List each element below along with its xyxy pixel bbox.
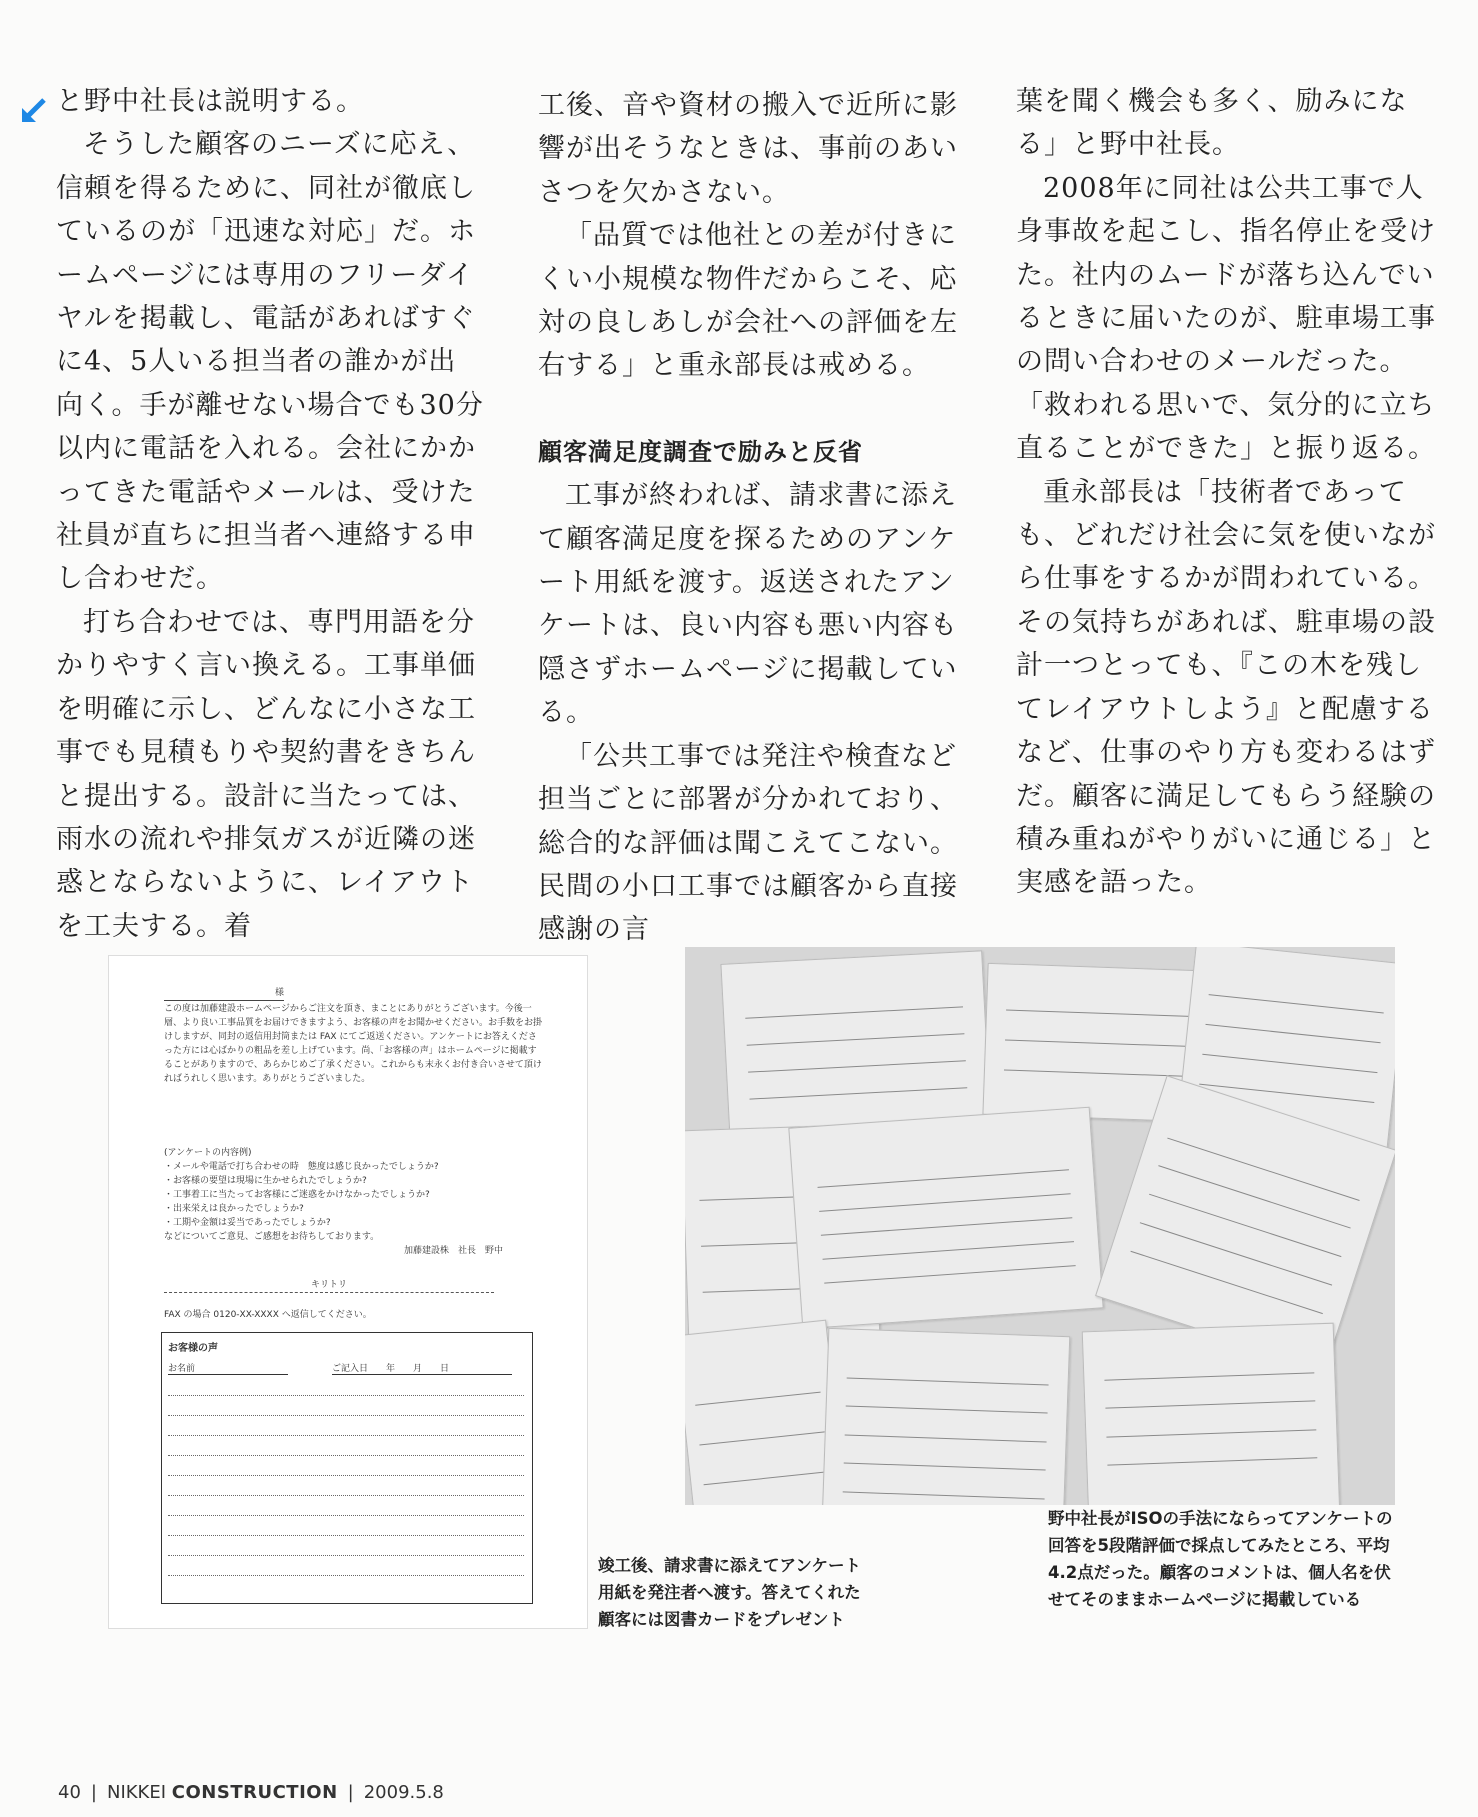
paragraph: 葉を聞く機会も多く、励みになる」と野中社長。 <box>1016 86 1408 161</box>
continuation-arrow-icon <box>18 96 48 126</box>
form-questions <box>164 1146 544 1244</box>
voice-writing-line <box>168 1515 524 1516</box>
paragraph: 2008年に同社は公共工事で人身事故を起こし、指名停止を受けた。社内のムードが落ち込んでいるときに届いたのが、駐車場工事の問い合わせのメールだった。「救われる思いで、気分的に立ち直ることができた」と振り返る。 <box>1016 172 1436 465</box>
questionnaire-form-figure <box>108 955 588 1629</box>
voice-writing-line <box>168 1455 524 1456</box>
form-question: ・メールや電話で打ち合わせの時 態度は感じ良かったでしょうか? <box>164 1162 439 1172</box>
paragraph: 「公共工事では発注や検査など担当ごとに部署が分かれており、総合的な評価は聞こえてこない。民間の小口工事では顧客から直接感謝の言 <box>538 740 958 946</box>
voice-writing-line <box>168 1395 524 1396</box>
form-question: ・工事着工に当たってお客様にご迷惑をかけなかったでしょうか? <box>164 1190 430 1200</box>
article-column-2 <box>538 84 966 952</box>
form-question: ・出来栄えは良かったでしょうか? <box>164 1204 304 1214</box>
page-number: 40 <box>58 1782 81 1803</box>
paragraph: と野中社長は説明する。 <box>56 86 364 117</box>
section-heading: 顧客満足度調査で励みと反省 <box>538 437 863 466</box>
form-question: などについてご意見、ご感想をお待ちしております。 <box>164 1232 380 1242</box>
caption-photo: 野中社長がISOの手法にならってアンケートの回答を5段階評価で採点してみたところ、平均4.2点だった。顧客のコメントは、個人名を伏せてそのままホームページに掲載している <box>1048 1509 1393 1609</box>
paragraph: 「品質では他社との差が付きにくい小規模な物件だからこそ、応対の良しあしが会社への評価を左右する」と重永部長は戒める。 <box>538 220 958 382</box>
paragraph: 工後、音や資材の搬入で近所に影響が出そうなときは、事前のあいさつを欠かさない。 <box>538 90 958 208</box>
page-footer: 40 | NIKKEI CONSTRUCTION | 2009.5.8 <box>58 1782 444 1803</box>
article-column-3 <box>1016 80 1444 905</box>
response-sheet <box>788 1107 1103 1330</box>
caption-form: 竣工後、請求書に添えてアンケート用紙を発注者へ渡す。答えてくれた顧客には図書カードをプレゼント <box>598 1556 862 1629</box>
form-cut-line: キリトリ <box>164 1278 494 1293</box>
voice-writing-line <box>168 1435 524 1436</box>
publication-name: CONSTRUCTION <box>171 1782 338 1803</box>
form-intro: この度は加藤建設ホームページからご注文を頂き、まことにありがとうございます。今後一層、より良い工事品質をお届けできますよう、お客様の声をお聞かせください。お手数をお掛けしますが、同封の返信用封筒または FAX にてご返送ください。アンケートにお答えくださった方には心ばかりの粗品を差し上げています。尚、「お客様の声」はホームページに掲載することがありますので、あらかじめご了承ください。これからも末永くお付き合いさせて頂ければうれしく思います。ありがとうございました。 <box>164 1004 543 1084</box>
voice-writing-line <box>168 1475 524 1476</box>
form-fax-note: FAX の場合 0120-XX-XXXX へ返信してください。 <box>164 1310 372 1320</box>
voice-writing-line <box>168 1575 524 1576</box>
form-question: ・工期や金額は妥当であったでしょうか? <box>164 1218 331 1228</box>
paragraph: 重永部長は「技術者であっても、どれだけ社会に気を使いながら仕事をするかが問われている。その気持ちがあれば、駐車場の設計一つとっても、『この木を残してレイアウトしよう』と配慮するなど、仕事のやり方も変わるはずだ。顧客に満足してもらう経験の積み重ねがやりがいに通じる」と実感を語った。 <box>1016 476 1436 899</box>
form-question: ・お客様の要望は現場に生かせられたでしょうか? <box>164 1176 367 1186</box>
paragraph: 工事が終われば、請求書に添えて顧客満足度を探るためのアンケート用紙を渡す。返送されたアンケートは、良い内容も悪い内容も隠さずホームページに掲載している。 <box>538 480 958 729</box>
article-column-1 <box>56 80 484 948</box>
form-signature: 加藤建設株 社長 野中 <box>404 1246 504 1256</box>
voice-writing-line <box>168 1415 524 1416</box>
voice-writing-line <box>168 1495 524 1496</box>
paragraph: そうした顧客のニーズに応え、信頼を得るために、同社が徹底しているのが「迅速な対応」だ。ホームページには専用のフリーダイヤルを掲載し、電話があればすぐに4、5人いる担当者の誰かが出向く。手が離せない場合でも30分以内に電話を入れる。会社にかかってきた電話やメールは、受けた社員が直ちに担当者へ連絡する申し合わせだ。 <box>56 129 484 595</box>
response-sheet <box>1082 1323 1341 1505</box>
voice-name-field: お名前 <box>168 1361 288 1375</box>
voice-title: お客様の声 <box>168 1343 218 1354</box>
survey-responses-photo <box>685 947 1395 1505</box>
issue-date: 2009.5.8 <box>363 1782 444 1803</box>
paragraph: 打ち合わせでは、専門用語を分かりやすく言い換える。工事単価を明確に示し、どんなに小さな工事でも見積もりや契約書をきちんと提出する。設計に当たっては、雨水の流れや排気ガスが近隣の迷惑とならないように、レイアウトを工夫する。着 <box>56 606 476 942</box>
customer-voice-box <box>161 1332 533 1604</box>
form-addressee: 様 <box>164 986 284 1001</box>
publication-prefix: NIKKEI <box>106 1782 172 1803</box>
response-sheet <box>822 1328 1071 1505</box>
form-questions-title: (アンケートの内容例) <box>164 1148 252 1158</box>
voice-writing-line <box>168 1535 524 1536</box>
voice-writing-line <box>168 1555 524 1556</box>
voice-date-field: ご記入日 年 月 日 <box>332 1361 512 1375</box>
